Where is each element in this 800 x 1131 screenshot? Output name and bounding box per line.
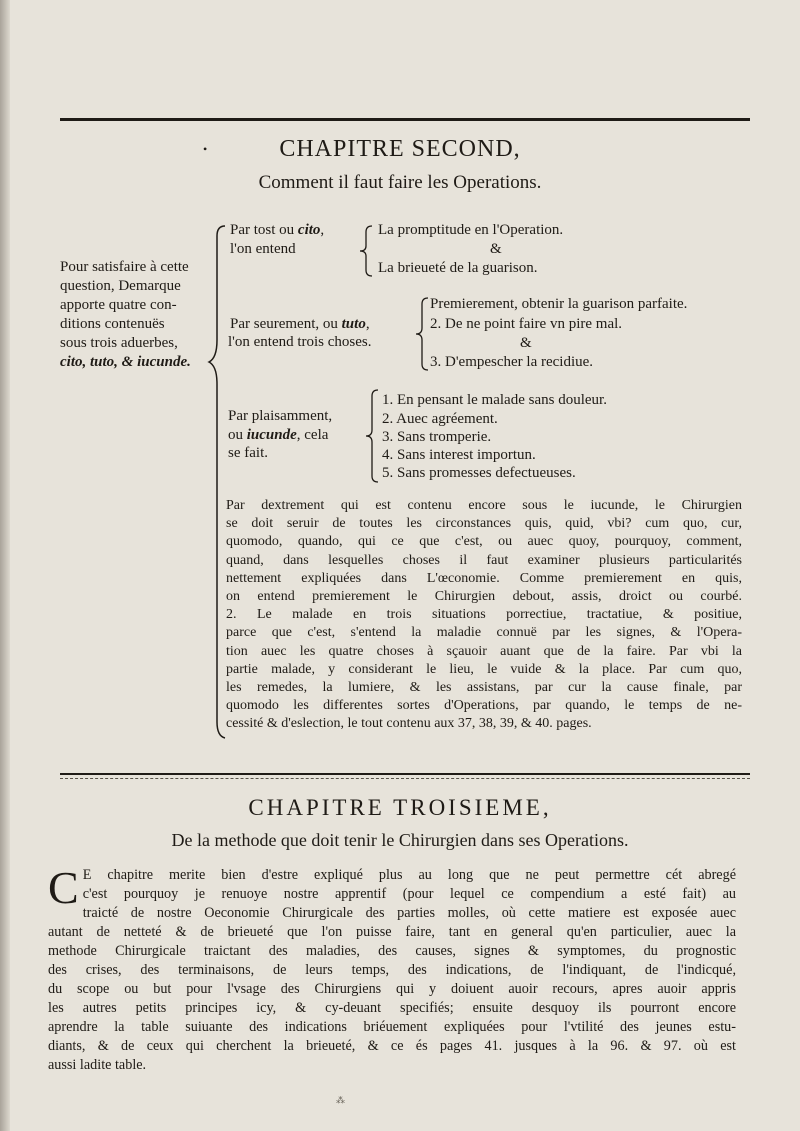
intro-line: sous trois aduerbes,	[60, 335, 178, 351]
iucunde-item: 3. Sans tromperie.	[382, 429, 492, 445]
iucunde-item: 1. En pensant le malade sans douleur.	[382, 392, 607, 408]
tuto-lead: Par seurement, ou tuto,	[230, 316, 370, 332]
intro-latin: cito, tuto, & iucunde.	[60, 354, 191, 370]
chapter-subtitle: Comment il faut faire les Operations.	[258, 172, 542, 193]
body-line: diants, & de ceux qui cherchent la brieueté, & ce és pages 41. jusques à la 96. & 97. où est	[48, 1038, 736, 1054]
paragraph-line: les remedes, la lumiere, & les assistans, par cur la cause finale, par	[226, 680, 742, 696]
cito-lead-2: l'on entend	[230, 241, 296, 257]
body-line: des crises, des terminaisons, de leurs temps, des indications, de l'indiquant, de l'indicqué,	[48, 962, 736, 978]
paragraph-line: cessité & d'eslection, le tout contenu aux 37, 38, 39, & 40. pages.	[226, 716, 592, 732]
body-line: du scope ou but pour l'vsage des Chirurgiens qui y doiuent auoir recours, apres auoir appris	[48, 981, 736, 997]
intro-line: apporte quatre con-	[60, 297, 177, 313]
tuto-amp: &	[520, 335, 532, 351]
paragraph-line: partie malade, y considerant le lieu, le vuide & la place. Par cum quo,	[226, 661, 742, 677]
body-line: traicté de nostre Oeconomie Chirurgicale des parties molles, où cette matiere est exposée auec	[82, 905, 736, 921]
iucunde-lead-3: se fait.	[228, 445, 268, 461]
cito-item: La promptitude en l'Operation.	[378, 222, 564, 238]
iucunde-lead: Par plaisamment,	[228, 408, 333, 424]
intro-text	[60, 258, 210, 372]
cito-brace	[358, 224, 374, 278]
paragraph-line: Par dextrement qui est contenu encore sous le iucunde, le Chirurgien	[226, 498, 742, 513]
chapter-title	[0, 136, 800, 163]
page-ornament: ⁂	[336, 1095, 345, 1105]
chapter3-body	[48, 862, 736, 1075]
body-line: methode Chirurgicale traictant des maladies, des causes, signes & symptomes, du prognostic	[48, 943, 736, 959]
tuto-item: 3. D'empescher la recidiue.	[430, 354, 594, 370]
cito-lead: Par tost ou cito,	[230, 222, 325, 238]
iucunde-item: 2. Auec agréement.	[382, 411, 498, 427]
iucunde-lead-2: ou iucunde, cela	[228, 427, 329, 443]
body-line: autant de netteté & de brieueté que l'on puisse faire, tant en general qu'en particulier, auec la	[48, 924, 736, 940]
section-rule	[60, 773, 750, 775]
iucunde-item: 5. Sans promesses defectueuses.	[382, 465, 576, 481]
top-rule	[60, 118, 750, 121]
intro-line: Pour satisfaire à cette	[60, 259, 189, 275]
paragraph-line: on entend premierement le Chirurgien debout, assis, droict ou courbé.	[226, 589, 742, 605]
body-line: E chapitre merite bien d'estre expliqué plus au long que ne peut permettre cét abregé	[82, 867, 736, 883]
cito-amp: &	[490, 241, 502, 257]
dextrement-paragraph	[226, 497, 742, 734]
tuto-item: 2. De ne point faire vn pire mal.	[430, 316, 623, 332]
paragraph-line: quomodo, quando, qui ce que c'est, ou auec quoy, pourquoy, comment,	[226, 534, 742, 550]
body-line: les autres petits principes icy, & cy-deuant specifiés; ensuite desquoy ils pourront encore	[48, 1000, 736, 1016]
drop-cap: C	[48, 862, 79, 913]
tuto-item: Premierement, obtenir la guarison parfaite.	[430, 296, 688, 312]
paragraph-line: quand, dans lesquelles choses il faut examiner plusieurs particularités	[226, 552, 742, 568]
cito-item: La brieueté de la guarison.	[378, 260, 538, 276]
title-bullet: •	[203, 142, 209, 156]
iucunde-item: 4. Sans interest importun.	[382, 447, 536, 463]
body-line: aprendre la table suiuante des indications briéuement expliquées pour l'vtilité des jeunes estu-	[48, 1019, 736, 1035]
chapter-title-text: CHAPITRE SECOND,	[279, 136, 521, 162]
paragraph-line: tion auec les quatre choses à sçauoir auant que de la faire. Par vbi la	[226, 643, 742, 659]
paragraph-line: se doit seruir de toutes les circonstances quis, quid, vbi? cum quo, cur,	[226, 516, 742, 532]
paragraph-line: quomodo les differentes sortes d'Operations, par quando, le temps de ne-	[226, 698, 742, 714]
paragraph-line: 2. Le malade en trois situations porrectiue, tractatiue, & positiue,	[226, 607, 742, 623]
tuto-lead-2: l'on entend trois choses.	[228, 334, 372, 350]
intro-line: question, Demarque	[60, 278, 181, 294]
intro-line: ditions contenuës	[60, 316, 165, 332]
paragraph-line: nettement expliquées dans L'œconomie. Comme premierement en quis,	[226, 570, 742, 586]
body-line: c'est pourquoy je renuoye nostre apprentif (pour lequel ce compendium a esté fait) au	[82, 886, 736, 902]
paragraph-line: parce que c'est, s'entend la maladie connuë par les signes, & l'Opera-	[226, 625, 742, 641]
chapter-subtitle: De la methode que doit tenir le Chirurgien dans ses Operations.	[171, 830, 629, 850]
page-edge	[0, 0, 10, 1131]
tuto-brace	[414, 296, 430, 372]
iucunde-brace	[364, 388, 380, 484]
body-line: aussi ladite table.	[48, 1057, 147, 1073]
chapter-title: CHAPITRE TROISIEME,	[248, 795, 552, 820]
